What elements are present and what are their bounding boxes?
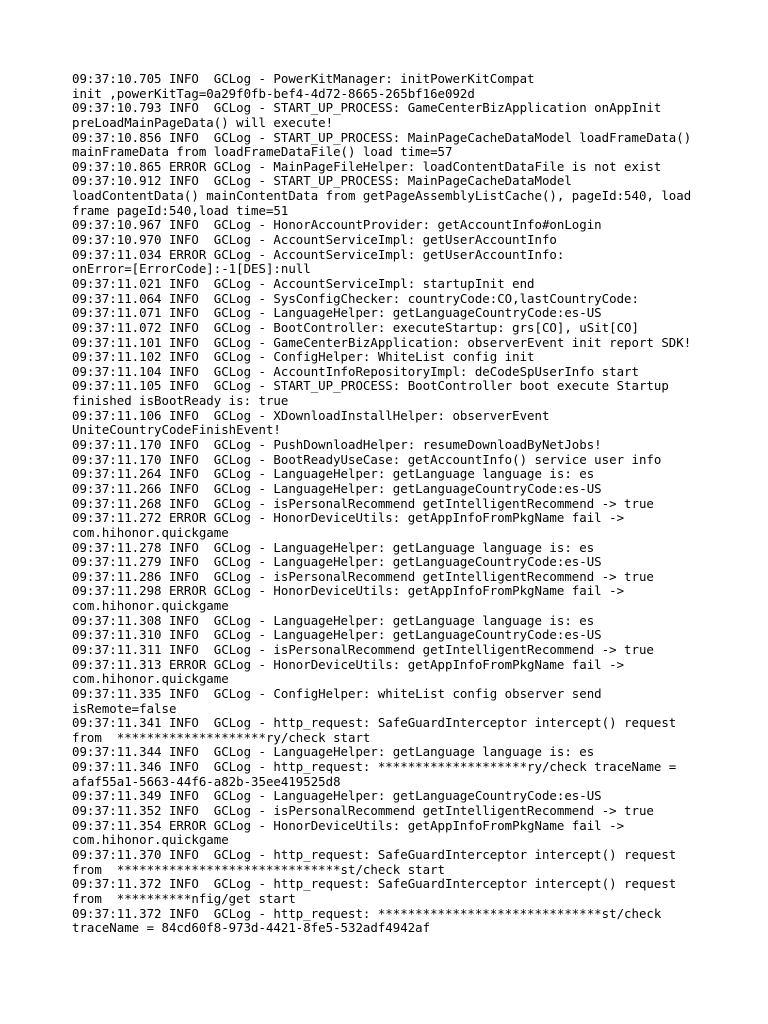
log-line: 09:37:11.341 INFO GCLog - http_request: SafeGuardInterceptor intercept() request bbox=[72, 715, 677, 731]
log-line: 09:37:11.064 INFO GCLog - SysConfigChecker: countryCode:CO,lastCountryCode: bbox=[72, 290, 639, 306]
log-line: 09:37:11.264 INFO GCLog - LanguageHelper: getLanguage language is: es bbox=[72, 466, 595, 482]
log-line: preLoadMainPageData() will execute! bbox=[72, 114, 334, 130]
log-line: 09:37:11.266 INFO GCLog - LanguageHelper: getLanguageCountryCode:es-US bbox=[72, 480, 602, 496]
log-line: frame pageId:540,load time=51 bbox=[72, 202, 289, 218]
log-line: 09:37:11.272 ERROR GCLog - HonorDeviceUtils: getAppInfoFromPkgName fail -> bbox=[72, 510, 625, 526]
log-line: 09:37:11.308 INFO GCLog - LanguageHelper: getLanguage language is: es bbox=[72, 612, 595, 628]
log-line: 09:37:10.865 ERROR GCLog - MainPageFileHelper: loadContentDataFile is not exist bbox=[72, 158, 662, 174]
log-line: com.hihonor.quickgame bbox=[72, 671, 229, 687]
log-line: traceName = 84cd60f8-973d-4421-8fe5-532adf4942af bbox=[72, 920, 431, 936]
log-line: onError=[ErrorCode]:-1[DES]:null bbox=[72, 261, 311, 277]
log-line: 09:37:11.313 ERROR GCLog - HonorDeviceUtils: getAppInfoFromPkgName fail -> bbox=[72, 656, 625, 672]
log-line: 09:37:11.311 INFO GCLog - isPersonalRecommend getIntelligentRecommend -> true bbox=[72, 641, 654, 657]
log-line: 09:37:11.372 INFO GCLog - http_request: ******************************st/check bbox=[72, 905, 662, 921]
log-line: 09:37:11.034 ERROR GCLog - AccountServiceImpl: getUserAccountInfo: bbox=[72, 246, 565, 262]
log-line: 09:37:11.101 INFO GCLog - GameCenterBizApplication: observerEvent init report SDK! bbox=[72, 334, 692, 350]
log-line: afaf55a1-5663-44f6-a82b-35ee419525d8 bbox=[72, 773, 341, 789]
log-line: init ,powerKitTag=0a29f0fb-bef4-4d72-8665-265bf16e092d bbox=[72, 85, 475, 101]
log-line: 09:37:11.072 INFO GCLog - BootController: executeStartup: grs[CO], uSit[CO] bbox=[72, 319, 639, 335]
log-line: 09:37:11.346 INFO GCLog - http_request: ********************ry/check traceName = bbox=[72, 759, 677, 775]
log-line: from ********************ry/check start bbox=[72, 729, 371, 745]
log-line: 09:37:10.856 INFO GCLog - START_UP_PROCESS: MainPageCacheDataModel loadFrameData() bbox=[72, 129, 692, 145]
log-line: 09:37:11.370 INFO GCLog - http_request: SafeGuardInterceptor intercept() request bbox=[72, 846, 677, 862]
log-line: com.hihonor.quickgame bbox=[72, 598, 229, 614]
log-line: from **********nfig/get start bbox=[72, 890, 296, 906]
log-line: 09:37:10.967 INFO GCLog - HonorAccountProvider: getAccountInfo#onLogin bbox=[72, 217, 602, 233]
log-document bbox=[72, 72, 722, 936]
log-line: 09:37:11.354 ERROR GCLog - HonorDeviceUtils: getAppInfoFromPkgName fail -> bbox=[72, 817, 625, 833]
log-line: 09:37:11.104 INFO GCLog - AccountInfoRepositoryImpl: deCodeSpUserInfo start bbox=[72, 363, 639, 379]
log-line: 09:37:10.705 INFO GCLog - PowerKitManager: initPowerKitCompat bbox=[72, 71, 535, 86]
log-line: mainFrameData from loadFrameDataFile() load time=57 bbox=[72, 144, 453, 160]
log-line: 09:37:10.793 INFO GCLog - START_UP_PROCESS: GameCenterBizApplication onAppInit bbox=[72, 100, 662, 116]
log-line: com.hihonor.quickgame bbox=[72, 832, 229, 848]
log-line: 09:37:11.268 INFO GCLog - isPersonalRecommend getIntelligentRecommend -> true bbox=[72, 495, 654, 511]
log-line: 09:37:11.170 INFO GCLog - BootReadyUseCase: getAccountInfo() service user info bbox=[72, 451, 662, 467]
log-line: 09:37:11.105 INFO GCLog - START_UP_PROCESS: BootController boot execute Startup bbox=[72, 378, 669, 394]
log-line: isRemote=false bbox=[72, 700, 177, 716]
log-line: 09:37:11.279 INFO GCLog - LanguageHelper: getLanguageCountryCode:es-US bbox=[72, 554, 602, 570]
log-text-block bbox=[72, 72, 722, 936]
log-line: from ******************************st/check start bbox=[72, 861, 445, 877]
log-line: 09:37:11.286 INFO GCLog - isPersonalRecommend getIntelligentRecommend -> true bbox=[72, 568, 654, 584]
log-line: 09:37:11.310 INFO GCLog - LanguageHelper: getLanguageCountryCode:es-US bbox=[72, 627, 602, 643]
log-line: 09:37:11.106 INFO GCLog - XDownloadInstallHelper: observerEvent bbox=[72, 407, 550, 423]
log-line: 09:37:11.170 INFO GCLog - PushDownloadHelper: resumeDownloadByNetJobs! bbox=[72, 437, 602, 453]
log-line: 09:37:11.344 INFO GCLog - LanguageHelper: getLanguage language is: es bbox=[72, 744, 595, 760]
log-line: com.hihonor.quickgame bbox=[72, 524, 229, 540]
log-line: loadContentData() mainContentData from getPageAssemblyListCache(), pageId:540, load bbox=[72, 188, 692, 204]
log-line: 09:37:11.335 INFO GCLog - ConfigHelper: whiteList config observer send bbox=[72, 685, 602, 701]
log-line: UniteCountryCodeFinishEvent! bbox=[72, 422, 281, 438]
log-line: 09:37:11.102 INFO GCLog - ConfigHelper: WhiteList config init bbox=[72, 349, 535, 365]
log-line: 09:37:11.298 ERROR GCLog - HonorDeviceUtils: getAppInfoFromPkgName fail -> bbox=[72, 583, 625, 599]
log-line: 09:37:10.970 INFO GCLog - AccountServiceImpl: getUserAccountInfo bbox=[72, 232, 557, 248]
log-line: 09:37:11.349 INFO GCLog - LanguageHelper: getLanguageCountryCode:es-US bbox=[72, 788, 602, 804]
log-line: 09:37:11.071 INFO GCLog - LanguageHelper: getLanguageCountryCode:es-US bbox=[72, 305, 602, 321]
log-line: 09:37:10.912 INFO GCLog - START_UP_PROCESS: MainPageCacheDataModel bbox=[72, 173, 572, 189]
log-line: 09:37:11.021 INFO GCLog - AccountServiceImpl: startupInit end bbox=[72, 275, 535, 291]
log-line: 09:37:11.278 INFO GCLog - LanguageHelper: getLanguage language is: es bbox=[72, 539, 595, 555]
log-line: 09:37:11.372 INFO GCLog - http_request: SafeGuardInterceptor intercept() request bbox=[72, 876, 677, 892]
log-line: 09:37:11.352 INFO GCLog - isPersonalRecommend getIntelligentRecommend -> true bbox=[72, 803, 654, 819]
log-line: finished isBootReady is: true bbox=[72, 393, 289, 409]
